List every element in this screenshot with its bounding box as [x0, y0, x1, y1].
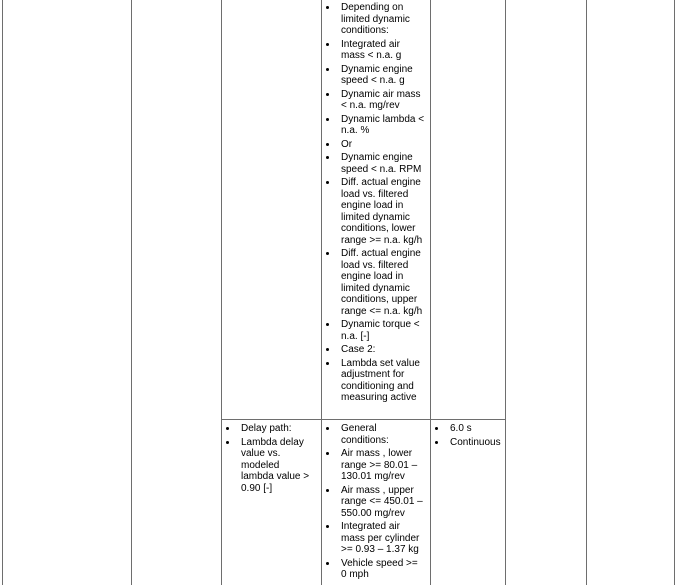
list-item — [321, 248, 431, 317]
list-item-line: measuring active — [341, 392, 417, 403]
list-item — [321, 448, 431, 483]
list-item-line: Integrated air — [341, 521, 400, 532]
list-item — [321, 2, 431, 37]
list-item-line: range <= 450.01 – — [341, 496, 423, 507]
list-item-line: mass per cylinder — [341, 532, 420, 544]
list-item-line: mass < n.a. g — [341, 50, 402, 61]
list-item-line: engine load in — [341, 200, 404, 211]
list-item-line: n.a. % — [341, 125, 370, 136]
list-item-line: conditioning and — [341, 380, 414, 392]
list-item-line: Vehicle speed >= — [341, 557, 418, 569]
list-item-line: Lambda delay — [241, 436, 304, 448]
timing-list — [430, 423, 506, 448]
enable-conditions-cell — [321, 2, 431, 406]
list-item-line: n.a. [-] — [341, 330, 370, 342]
list-item — [221, 437, 321, 495]
delay-path-cell — [221, 423, 321, 496]
timing-cell — [430, 423, 506, 450]
list-item-line: Lambda set value — [341, 357, 420, 369]
list-item — [430, 437, 506, 449]
list-item-line: Or — [341, 138, 353, 150]
list-item-line: Diff. actual engine — [341, 177, 421, 188]
list-item-line: limited dynamic — [341, 282, 410, 294]
list-item-line: 130.01 mg/rev — [341, 471, 405, 482]
list-item — [321, 358, 431, 404]
list-item-line: lambda value > — [241, 471, 310, 482]
list-item-line: Depending on — [341, 2, 404, 13]
list-item-line: Air mass , lower — [341, 448, 413, 459]
general-conditions-cell — [321, 423, 431, 583]
table-divider — [221, 0, 222, 585]
list-item-line: 0 mph — [341, 569, 369, 580]
list-item — [321, 423, 431, 446]
list-item — [321, 139, 431, 151]
list-item — [321, 152, 431, 175]
list-item-line: range >= n.a. kg/h — [341, 234, 423, 246]
table-border-right — [674, 0, 675, 585]
list-item-line: General — [341, 423, 377, 434]
list-item — [321, 558, 431, 581]
list-item — [321, 521, 431, 556]
list-item — [321, 114, 431, 137]
list-item-line: 6.0 s — [450, 423, 472, 434]
list-item — [321, 344, 431, 356]
list-item-line: >= 0.93 – 1.37 kg — [341, 544, 419, 555]
list-item-line: range <= n.a. kg/h — [341, 305, 423, 317]
list-item — [321, 64, 431, 87]
row-separator — [221, 419, 506, 420]
list-item-line: Dynamic air mass — [341, 88, 421, 100]
list-item — [321, 485, 431, 520]
list-item — [321, 89, 431, 112]
list-item-line: Dynamic torque < — [341, 319, 420, 330]
list-item-line: speed < n.a. g — [341, 75, 405, 86]
enable-conditions-list — [321, 2, 431, 404]
list-item-line: adjustment for — [341, 369, 405, 380]
list-item-line: engine load in — [341, 271, 404, 282]
list-item — [430, 423, 506, 435]
list-item-line: < n.a. mg/rev — [341, 100, 400, 111]
general-conditions-list — [321, 423, 431, 581]
list-item — [221, 423, 321, 435]
list-item — [321, 39, 431, 62]
list-item — [321, 177, 431, 246]
list-item-line: limited dynamic — [341, 211, 410, 223]
list-item-line: 0.90 [-] — [241, 482, 273, 494]
list-item-line: Dynamic engine — [341, 152, 413, 163]
list-item-line: speed < n.a. RPM — [341, 163, 422, 175]
list-item-line: Air mass , upper — [341, 484, 414, 496]
table-divider — [131, 0, 132, 585]
list-item-line: Dynamic lambda < — [341, 113, 425, 125]
list-item-line: Integrated air — [341, 38, 400, 50]
list-item-line: load vs. filtered — [341, 188, 409, 200]
table-divider — [586, 0, 587, 585]
delay-path-list — [221, 423, 321, 494]
table-divider — [505, 0, 506, 585]
list-item-line: value vs. — [241, 448, 281, 459]
table-border-left — [2, 0, 3, 585]
list-item-line: conditions, lower — [341, 223, 416, 234]
list-item-line: Dynamic engine — [341, 63, 413, 75]
list-item-line: modeled — [241, 459, 280, 471]
list-item-line: conditions: — [341, 25, 389, 36]
list-item-line: load vs. filtered — [341, 259, 409, 271]
list-item-line: limited dynamic — [341, 13, 410, 25]
list-item-line: conditions, upper — [341, 294, 418, 305]
list-item-line: Case 2: — [341, 344, 376, 355]
list-item-line: range >= 80.01 – — [341, 459, 418, 471]
list-item-line: Diff. actual engine — [341, 248, 421, 259]
list-item-line: 550.00 mg/rev — [341, 507, 405, 519]
list-item-line: conditions: — [341, 434, 389, 446]
list-item-line: Delay path: — [241, 423, 292, 434]
list-item — [321, 319, 431, 342]
list-item-line: Continuous — [450, 436, 501, 448]
